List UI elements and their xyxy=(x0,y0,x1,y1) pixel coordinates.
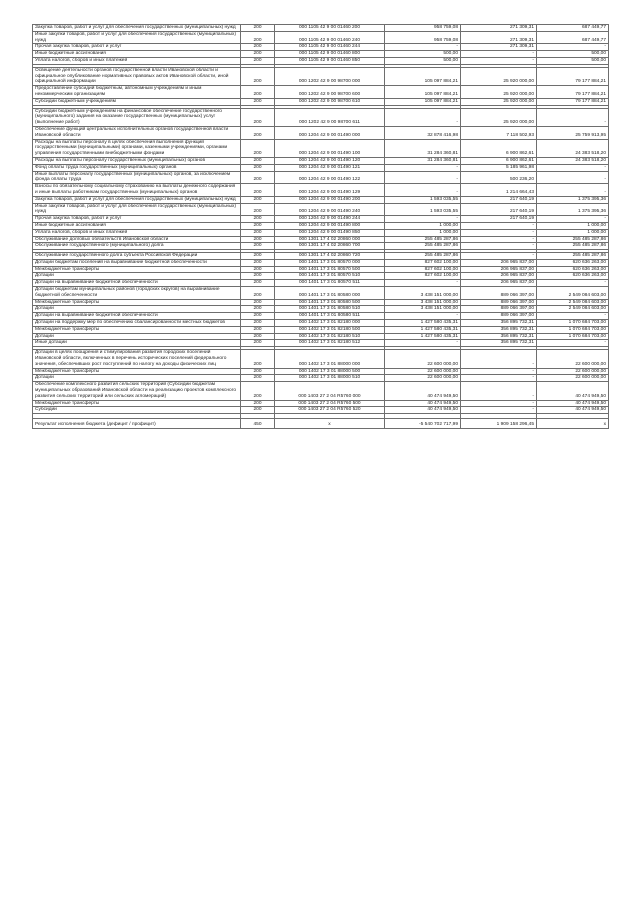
row-description: Субсидии xyxy=(33,407,241,414)
table-row xyxy=(33,340,609,347)
line-code-cell: 450 xyxy=(241,419,275,429)
unexecuted-amount-cell: 1 000,00 xyxy=(537,229,609,236)
approved-amount-cell: 500,00 xyxy=(385,57,461,64)
approved-amount-cell: 22 600 000,00 xyxy=(385,368,461,375)
table-row xyxy=(33,108,609,126)
unexecuted-amount-cell: 40 474 949,50 xyxy=(537,382,609,400)
approved-amount-cell: - xyxy=(385,184,461,197)
approved-amount-cell: 31 284 360,81 xyxy=(385,157,461,164)
unexecuted-amount-cell: - xyxy=(537,171,609,184)
row-description: Иные закупки товаров, работ и услуг для обеспечения государственных (муниципальных) нужд xyxy=(33,203,241,216)
approved-amount-cell: 105 097 884,21 xyxy=(385,67,461,85)
approved-amount-cell: - xyxy=(385,340,461,347)
table-row xyxy=(33,368,609,375)
table-row xyxy=(33,203,609,216)
table-row xyxy=(33,157,609,164)
budget-classification-code-cell: 000 1401 17 3 01 80580 000 xyxy=(275,287,385,300)
executed-amount-cell: - xyxy=(461,350,537,368)
unexecuted-amount-cell: 79 177 884,21 xyxy=(537,98,609,105)
row-description: Закупка товаров, работ и услуг для обеспечения государственных (муниципальных) нужд xyxy=(33,196,241,203)
approved-amount-cell: 32 878 416,98 xyxy=(385,126,461,139)
budget-classification-code-cell: 000 1403 27 2 04 R5760 500 xyxy=(275,400,385,407)
budget-classification-code-cell: 000 1204 42 9 00 01490 000 xyxy=(275,126,385,139)
row-description: Результат исполнения бюджета (дефицит / профицит) xyxy=(33,419,241,429)
row-description: Уплата налогов, сборов и иных платежей xyxy=(33,229,241,236)
approved-amount-cell: 827 602 100,00 xyxy=(385,259,461,266)
executed-amount-cell: 206 965 837,00 xyxy=(461,266,537,273)
line-code-cell: 200 xyxy=(241,157,275,164)
line-code-cell: 200 xyxy=(241,266,275,273)
executed-amount-cell: 217 640,19 xyxy=(461,216,537,223)
budget-classification-code-cell: 000 1204 42 9 00 01490 240 xyxy=(275,203,385,216)
unexecuted-amount-cell: 620 636 263,00 xyxy=(537,259,609,266)
executed-amount-cell: 1 214 664,43 xyxy=(461,184,537,197)
row-description: Дотации xyxy=(33,333,241,340)
unexecuted-amount-cell: 620 636 263,00 xyxy=(537,273,609,280)
table-row xyxy=(33,407,609,414)
unexecuted-amount-cell: 79 177 884,21 xyxy=(537,86,609,99)
approved-amount-cell: 3 438 151 000,00 xyxy=(385,287,461,300)
unexecuted-amount-cell: - xyxy=(537,108,609,126)
row-description: Межбюджетные трансферты xyxy=(33,266,241,273)
executed-amount-cell: - xyxy=(461,400,537,407)
row-description: Дотации бюджетам муниципальных районов (городских округов) на выравнивание бюджетной обеспеченности xyxy=(33,287,241,300)
table-row xyxy=(33,31,609,44)
line-code-cell: 200 xyxy=(241,229,275,236)
unexecuted-amount-cell: - xyxy=(537,44,609,51)
row-description: Обеспечение функций центральных исполнительных органов государственной власти Ивановской области xyxy=(33,126,241,139)
budget-classification-code-cell: 000 1202 42 9 00 98700 610 xyxy=(275,98,385,105)
line-code-cell: 200 xyxy=(241,350,275,368)
line-code-cell: 200 xyxy=(241,306,275,313)
table-row xyxy=(33,196,609,203)
approved-amount-cell: 3 438 151 000,00 xyxy=(385,306,461,313)
line-code-cell: 200 xyxy=(241,31,275,44)
table-row xyxy=(33,280,609,287)
executed-amount-cell: 25 920 000,00 xyxy=(461,67,537,85)
table-row xyxy=(33,287,609,300)
table-row xyxy=(33,216,609,223)
executed-amount-cell: 500 236,20 xyxy=(461,171,537,184)
executed-amount-cell: 6 900 862,61 xyxy=(461,139,537,157)
budget-classification-code-cell: x xyxy=(275,419,385,429)
line-code-cell: 200 xyxy=(241,216,275,223)
budget-classification-code-cell: 000 1402 17 3 01 82180 500 xyxy=(275,326,385,333)
executed-amount-cell: 7 118 502,93 xyxy=(461,126,537,139)
row-description: Субсидии бюджетным учреждениям xyxy=(33,98,241,105)
row-description: Межбюджетные трансферты xyxy=(33,299,241,306)
line-code-cell: 200 xyxy=(241,51,275,58)
approved-amount-cell: - xyxy=(385,108,461,126)
table-row xyxy=(33,98,609,105)
line-code-cell: 200 xyxy=(241,407,275,414)
table-row xyxy=(33,126,609,139)
executed-amount-cell: 1 909 158 296,45 xyxy=(461,419,537,429)
approved-amount-cell: - xyxy=(385,280,461,287)
unexecuted-amount-cell: - xyxy=(537,184,609,197)
table-row xyxy=(33,313,609,320)
budget-classification-code-cell: 000 1401 17 3 01 80580 511 xyxy=(275,313,385,320)
executed-amount-cell: - xyxy=(461,236,537,243)
approved-amount-cell: 1 000,00 xyxy=(385,229,461,236)
table-row xyxy=(33,184,609,197)
approved-amount-cell: 958 759,08 xyxy=(385,31,461,44)
table-row xyxy=(33,382,609,400)
line-code-cell: 200 xyxy=(241,171,275,184)
executed-amount-cell: - xyxy=(461,407,537,414)
budget-classification-code-cell: 000 1401 17 3 01 80570 511 xyxy=(275,280,385,287)
unexecuted-amount-cell: 500,00 xyxy=(537,51,609,58)
unexecuted-amount-cell: 687 449,77 xyxy=(537,25,609,32)
unexecuted-amount-cell: 255 485 287,86 xyxy=(537,243,609,250)
approved-amount-cell: 1 593 035,55 xyxy=(385,196,461,203)
unexecuted-amount-cell: 79 177 884,21 xyxy=(537,67,609,85)
row-description: Иные закупки товаров, работ и услуг для обеспечения государственных (муниципальных) нужд xyxy=(33,31,241,44)
approved-amount-cell: 827 602 100,00 xyxy=(385,266,461,273)
unexecuted-amount-cell: 2 549 084 603,00 xyxy=(537,287,609,300)
unexecuted-amount-cell: 25 759 913,95 xyxy=(537,126,609,139)
row-description: Уплата налогов, сборов и иных платежей xyxy=(33,57,241,64)
unexecuted-amount-cell: - xyxy=(537,164,609,171)
table-row xyxy=(33,400,609,407)
unexecuted-amount-cell: 1 375 395,36 xyxy=(537,196,609,203)
line-code-cell: 200 xyxy=(241,253,275,260)
table-row xyxy=(33,259,609,266)
budget-classification-code-cell: 000 1402 17 3 01 82180 000 xyxy=(275,320,385,327)
row-description: Дотации xyxy=(33,306,241,313)
row-description: Субсидии бюджетным учреждениям на финансовое обеспечение государственного (муниципального) задания на оказание государственных (муниципальных) услуг (выполнение работ) xyxy=(33,108,241,126)
approved-amount-cell: 1 593 035,55 xyxy=(385,203,461,216)
executed-amount-cell: - xyxy=(461,51,537,58)
table-row xyxy=(33,171,609,184)
budget-classification-code-cell: 000 1402 17 3 01 82180 510 xyxy=(275,333,385,340)
row-description: Межбюджетные трансферты xyxy=(33,326,241,333)
budget-classification-code-cell: 000 1402 17 3 01 88000 000 xyxy=(275,350,385,368)
table-row xyxy=(33,229,609,236)
approved-amount-cell: - xyxy=(385,164,461,171)
table-row xyxy=(33,299,609,306)
executed-amount-cell: - xyxy=(461,229,537,236)
table-row xyxy=(33,139,609,157)
row-description: Межбюджетные трансферты xyxy=(33,368,241,375)
approved-amount-cell: - xyxy=(385,171,461,184)
executed-amount-cell: - xyxy=(461,253,537,260)
executed-amount-cell: 25 920 000,00 xyxy=(461,108,537,126)
row-description: Обеспечение комплексного развития сельских территорий (Субсидии бюджетам муниципальных образований Ивановской области на реализацию проектов комплексного развития сельских территорий или сельских агломераций) xyxy=(33,382,241,400)
approved-amount-cell: - xyxy=(385,313,461,320)
unexecuted-amount-cell: 500,00 xyxy=(537,57,609,64)
budget-classification-code-cell: 000 1403 27 2 04 R5760 520 xyxy=(275,407,385,414)
budget-classification-code-cell: 000 1105 42 9 00 01460 240 xyxy=(275,31,385,44)
budget-classification-code-cell: 000 1401 17 3 01 80580 500 xyxy=(275,299,385,306)
unexecuted-amount-cell: 1 070 684 703,00 xyxy=(537,326,609,333)
unexecuted-amount-cell: 22 600 000,00 xyxy=(537,375,609,382)
approved-amount-cell: 1 427 580 435,31 xyxy=(385,320,461,327)
approved-amount-cell: 105 097 884,21 xyxy=(385,86,461,99)
budget-classification-code-cell: 000 1204 42 9 00 01490 200 xyxy=(275,196,385,203)
budget-classification-code-cell: 000 1202 42 9 00 98700 600 xyxy=(275,86,385,99)
budget-classification-code-cell: 000 1301 17 4 02 20860 720 xyxy=(275,253,385,260)
row-description: Расходы на выплаты персоналу в целях обеспечения выполнения функций государственными (муниципальными) органами, казенными учреждениями, органами управления государственными внебюджетными фондами xyxy=(33,139,241,157)
table-row xyxy=(33,333,609,340)
approved-amount-cell: 1 427 580 435,31 xyxy=(385,333,461,340)
unexecuted-amount-cell: - xyxy=(537,340,609,347)
row-description: Дотации на выравнивание бюджетной обеспеченности xyxy=(33,313,241,320)
table-row xyxy=(33,266,609,273)
executed-amount-cell: 889 066 397,00 xyxy=(461,299,537,306)
budget-classification-code-cell: 000 1402 17 3 01 88000 510 xyxy=(275,375,385,382)
table-row xyxy=(33,67,609,85)
budget-classification-code-cell: 000 1202 42 9 00 98700 611 xyxy=(275,108,385,126)
approved-amount-cell: - xyxy=(385,216,461,223)
budget-classification-code-cell: 000 1401 17 3 01 80570 000 xyxy=(275,259,385,266)
budget-classification-code-cell: 000 1204 42 9 00 01490 121 xyxy=(275,164,385,171)
budget-classification-code-cell: 000 1402 17 3 01 82180 512 xyxy=(275,340,385,347)
approved-amount-cell: 40 474 949,50 xyxy=(385,382,461,400)
executed-amount-cell: 25 920 000,00 xyxy=(461,98,537,105)
executed-amount-cell: 356 895 732,31 xyxy=(461,320,537,327)
approved-amount-cell: 1 000,00 xyxy=(385,222,461,229)
budget-classification-code-cell: 000 1402 17 3 01 88000 500 xyxy=(275,368,385,375)
executed-amount-cell: 889 066 397,00 xyxy=(461,313,537,320)
row-description: Межбюджетные трансферты xyxy=(33,400,241,407)
executed-amount-cell: - xyxy=(461,243,537,250)
row-description: Закупка товаров, работ и услуг для обеспечения государственных (муниципальных) нужд xyxy=(33,25,241,32)
row-description: Иные бюджетные ассигнования xyxy=(33,222,241,229)
unexecuted-amount-cell: 22 600 000,00 xyxy=(537,350,609,368)
row-description: Обслуживание государственного долга субъекта Российской Федерации xyxy=(33,253,241,260)
table-row xyxy=(33,236,609,243)
unexecuted-amount-cell: 1 375 395,36 xyxy=(537,203,609,216)
approved-amount-cell: 40 474 949,50 xyxy=(385,407,461,414)
unexecuted-amount-cell: 255 485 287,86 xyxy=(537,253,609,260)
line-code-cell: 200 xyxy=(241,25,275,32)
budget-classification-code-cell: 000 1301 17 4 02 20860 000 xyxy=(275,236,385,243)
approved-amount-cell: -5 540 702 717,99 xyxy=(385,419,461,429)
line-code-cell: 200 xyxy=(241,98,275,105)
line-code-cell: 200 xyxy=(241,108,275,126)
row-description: Фонд оплаты труда государственных (муниципальных) органов xyxy=(33,164,241,171)
budget-classification-code-cell: 000 1105 42 9 00 01460 200 xyxy=(275,25,385,32)
line-code-cell: 200 xyxy=(241,273,275,280)
row-description: Иные бюджетные ассигнования xyxy=(33,51,241,58)
approved-amount-cell: 31 284 360,81 xyxy=(385,139,461,157)
line-code-cell: 200 xyxy=(241,382,275,400)
table-row xyxy=(33,350,609,368)
unexecuted-amount-cell: 2 549 084 603,00 xyxy=(537,299,609,306)
unexecuted-amount-cell: 1 070 684 703,00 xyxy=(537,320,609,327)
line-code-cell: 200 xyxy=(241,196,275,203)
row-description: Взносы по обязательному социальному страхованию на выплаты денежного содержания и иные выплаты работникам государственных (муниципальных) органов xyxy=(33,184,241,197)
line-code-cell: 200 xyxy=(241,184,275,197)
unexecuted-amount-cell: - xyxy=(537,216,609,223)
executed-amount-cell: 206 965 837,00 xyxy=(461,280,537,287)
unexecuted-amount-cell: - xyxy=(537,280,609,287)
unexecuted-amount-cell: 1 070 684 703,00 xyxy=(537,333,609,340)
budget-classification-code-cell: 000 1401 17 3 01 80570 500 xyxy=(275,266,385,273)
line-code-cell: 200 xyxy=(241,164,275,171)
budget-classification-code-cell: 000 1401 17 3 01 80570 510 xyxy=(275,273,385,280)
table-row xyxy=(33,51,609,58)
unexecuted-amount-cell: 620 636 263,00 xyxy=(537,266,609,273)
line-code-cell: 200 xyxy=(241,243,275,250)
unexecuted-amount-cell: x xyxy=(537,419,609,429)
table-row xyxy=(33,320,609,327)
executed-amount-cell: 206 965 837,00 xyxy=(461,259,537,266)
row-description: Иные дотации xyxy=(33,340,241,347)
line-code-cell: 200 xyxy=(241,375,275,382)
unexecuted-amount-cell: 40 474 949,50 xyxy=(537,407,609,414)
result-row xyxy=(33,419,609,429)
row-description: Дотации в целях поощрения и стимулирования развития городских поселений Ивановской области, включенных в перечень исторических поселений федерального значения, обеспечивших рост поступлений по налогу на доходы физических лиц xyxy=(33,350,241,368)
table-row xyxy=(33,25,609,32)
unexecuted-amount-cell: - xyxy=(537,313,609,320)
budget-classification-code-cell: 000 1204 42 9 00 01490 850 xyxy=(275,229,385,236)
line-code-cell: 200 xyxy=(241,280,275,287)
table-row xyxy=(33,273,609,280)
line-code-cell: 200 xyxy=(241,326,275,333)
approved-amount-cell: 1 427 580 435,31 xyxy=(385,326,461,333)
budget-classification-code-cell: 000 1401 17 3 01 80580 510 xyxy=(275,306,385,313)
approved-amount-cell: 40 474 949,50 xyxy=(385,400,461,407)
row-description: Дотации xyxy=(33,273,241,280)
budget-classification-code-cell: 000 1105 42 9 00 01460 850 xyxy=(275,57,385,64)
line-code-cell: 200 xyxy=(241,313,275,320)
approved-amount-cell: 827 602 100,00 xyxy=(385,273,461,280)
row-description: Дотации бюджетам поселений на выравнивание бюджетной обеспеченности xyxy=(33,259,241,266)
executed-amount-cell: 206 965 837,00 xyxy=(461,273,537,280)
executed-amount-cell: 889 066 397,00 xyxy=(461,287,537,300)
line-code-cell: 200 xyxy=(241,139,275,157)
executed-amount-cell: 271 309,31 xyxy=(461,31,537,44)
table-row xyxy=(33,57,609,64)
line-code-cell: 200 xyxy=(241,57,275,64)
table-body xyxy=(33,25,609,429)
row-description: Иные выплаты персоналу государственных (муниципальных) органов, за исключением фонда оплаты труда xyxy=(33,171,241,184)
line-code-cell: 200 xyxy=(241,333,275,340)
unexecuted-amount-cell: 24 383 518,20 xyxy=(537,157,609,164)
line-code-cell: 200 xyxy=(241,368,275,375)
budget-classification-code-cell: 000 1105 42 9 00 01460 244 xyxy=(275,44,385,51)
row-description: Прочая закупка товаров, работ и услуг xyxy=(33,216,241,223)
budget-expenditure-table xyxy=(32,24,609,429)
unexecuted-amount-cell: 2 549 084 603,00 xyxy=(537,306,609,313)
table-row xyxy=(33,243,609,250)
approved-amount-cell: 105 097 884,21 xyxy=(385,98,461,105)
executed-amount-cell: 271 309,31 xyxy=(461,25,537,32)
line-code-cell: 200 xyxy=(241,126,275,139)
executed-amount-cell: - xyxy=(461,222,537,229)
row-description: Предоставление субсидий бюджетным, автономным учреждениям и иным некоммерческим организациям xyxy=(33,86,241,99)
executed-amount-cell: - xyxy=(461,375,537,382)
approved-amount-cell: 255 485 287,86 xyxy=(385,243,461,250)
row-description: Обслуживание государственного (муниципального) долга xyxy=(33,243,241,250)
unexecuted-amount-cell: 22 600 000,00 xyxy=(537,368,609,375)
approved-amount-cell: 22 600 000,00 xyxy=(385,350,461,368)
table-row xyxy=(33,326,609,333)
executed-amount-cell: - xyxy=(461,368,537,375)
document-page xyxy=(32,24,608,429)
approved-amount-cell: 500,00 xyxy=(385,51,461,58)
unexecuted-amount-cell: 255 485 287,86 xyxy=(537,236,609,243)
row-description: Дотации на поддержку мер по обеспечению сбалансированности местных бюджетов xyxy=(33,320,241,327)
line-code-cell: 200 xyxy=(241,299,275,306)
approved-amount-cell: 255 485 287,86 xyxy=(385,253,461,260)
line-code-cell: 200 xyxy=(241,236,275,243)
approved-amount-cell: 255 485 287,86 xyxy=(385,236,461,243)
budget-classification-code-cell: 000 1204 42 9 00 01490 244 xyxy=(275,216,385,223)
budget-classification-code-cell: 000 1204 42 9 00 01490 120 xyxy=(275,157,385,164)
approved-amount-cell: 3 438 151 000,00 xyxy=(385,299,461,306)
line-code-cell: 200 xyxy=(241,400,275,407)
unexecuted-amount-cell: 40 474 949,50 xyxy=(537,400,609,407)
row-description: Освещение деятельности органов государственной власти Ивановской области и официальное опубликование нормативных правовых актов Ивановской области, иной официальной информации xyxy=(33,67,241,85)
budget-classification-code-cell: 000 1204 42 9 00 01490 800 xyxy=(275,222,385,229)
executed-amount-cell: 271 309,31 xyxy=(461,44,537,51)
executed-amount-cell: 217 640,19 xyxy=(461,203,537,216)
executed-amount-cell: 356 895 732,31 xyxy=(461,326,537,333)
line-code-cell: 200 xyxy=(241,44,275,51)
row-description: Дотации xyxy=(33,375,241,382)
row-description: Расходы на выплаты персоналу государственных (муниципальных) органов xyxy=(33,157,241,164)
executed-amount-cell: 356 895 732,31 xyxy=(461,340,537,347)
unexecuted-amount-cell: 24 383 518,20 xyxy=(537,139,609,157)
line-code-cell: 200 xyxy=(241,67,275,85)
budget-classification-code-cell: 000 1403 27 2 04 R5760 000 xyxy=(275,382,385,400)
line-code-cell: 200 xyxy=(241,222,275,229)
table-row xyxy=(33,222,609,229)
approved-amount-cell: - xyxy=(385,44,461,51)
budget-classification-code-cell: 000 1105 42 9 00 01460 800 xyxy=(275,51,385,58)
table-row xyxy=(33,306,609,313)
budget-classification-code-cell: 000 1204 42 9 00 01490 100 xyxy=(275,139,385,157)
table-row xyxy=(33,44,609,51)
row-description: Прочая закупка товаров, работ и услуг xyxy=(33,44,241,51)
table-row xyxy=(33,86,609,99)
executed-amount-cell: - xyxy=(461,382,537,400)
table-row xyxy=(33,164,609,171)
executed-amount-cell: 356 895 732,31 xyxy=(461,333,537,340)
approved-amount-cell: 22 600 000,00 xyxy=(385,375,461,382)
row-description: Обслуживание долговых обязательств Ивановской области xyxy=(33,236,241,243)
executed-amount-cell: 25 920 000,00 xyxy=(461,86,537,99)
unexecuted-amount-cell: 1 000,00 xyxy=(537,222,609,229)
executed-amount-cell: - xyxy=(461,57,537,64)
line-code-cell: 200 xyxy=(241,86,275,99)
executed-amount-cell: 217 640,19 xyxy=(461,196,537,203)
budget-classification-code-cell: 000 1204 42 9 00 01490 129 xyxy=(275,184,385,197)
table-row xyxy=(33,375,609,382)
budget-classification-code-cell: 000 1204 42 9 00 01490 122 xyxy=(275,171,385,184)
budget-classification-code-cell: 000 1202 42 9 00 98700 000 xyxy=(275,67,385,85)
table-row xyxy=(33,253,609,260)
executed-amount-cell: 5 185 961,98 xyxy=(461,164,537,171)
line-code-cell: 200 xyxy=(241,259,275,266)
budget-classification-code-cell: 000 1301 17 4 02 20860 700 xyxy=(275,243,385,250)
line-code-cell: 200 xyxy=(241,340,275,347)
line-code-cell: 200 xyxy=(241,320,275,327)
row-description: Дотации на выравнивание бюджетной обеспеченности xyxy=(33,280,241,287)
unexecuted-amount-cell: 687 449,77 xyxy=(537,31,609,44)
approved-amount-cell: 958 759,08 xyxy=(385,25,461,32)
line-code-cell: 200 xyxy=(241,287,275,300)
executed-amount-cell: 6 900 862,61 xyxy=(461,157,537,164)
executed-amount-cell: 889 066 397,00 xyxy=(461,306,537,313)
line-code-cell: 200 xyxy=(241,203,275,216)
